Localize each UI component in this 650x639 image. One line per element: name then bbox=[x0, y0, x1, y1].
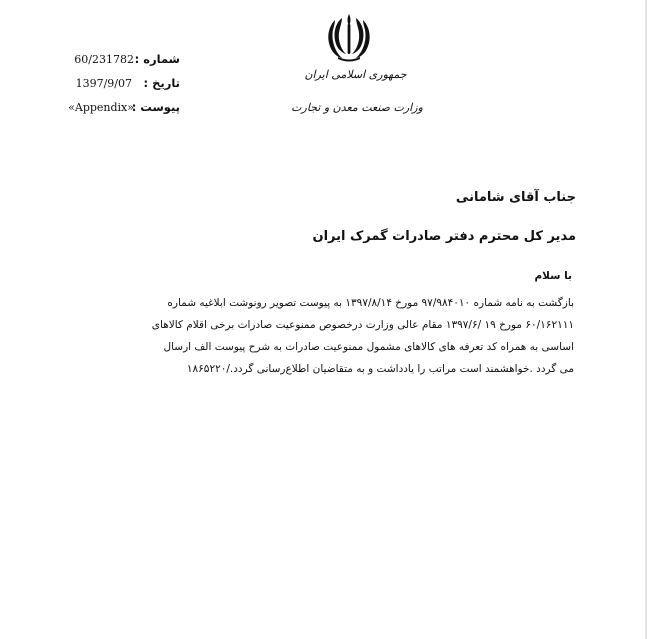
body-line: بازگشت به نامه شماره ۹۷/۹۸۴۰۱۰ مورخ ۱۳۹۷/۸/۱۴ به پیوست تصویر رونوشت ابلاغیه شماره bbox=[167, 297, 574, 309]
date-row bbox=[30, 76, 180, 100]
attachment-row bbox=[30, 100, 180, 124]
number-label: شماره : bbox=[134, 52, 180, 66]
addressee-name: جناب آقای شامانی bbox=[455, 190, 576, 205]
country-name: جمهوری اسلامی ایران bbox=[304, 68, 407, 81]
letter-meta bbox=[30, 52, 180, 124]
body-line: می گردد .خواهشمند است مراتب را یادداشت و به متقاضیان اطلاع‌رسانی گردد./۱۸۶۵۲۲۰ bbox=[186, 363, 574, 375]
page-edge bbox=[645, 0, 647, 639]
greeting: با سلام bbox=[534, 270, 572, 282]
date-value: 1397/9/07 bbox=[75, 77, 132, 90]
attachment-label: پیوست : bbox=[131, 100, 180, 114]
body-line: اساسی به همراه کد تعرفه های کالاهای مشمول ممنوعیت صادرات به شرح پیوست الف ارسال bbox=[163, 341, 574, 353]
letter-body bbox=[74, 292, 574, 380]
iran-emblem-icon bbox=[324, 10, 374, 62]
date-label: تاریخ : bbox=[143, 76, 180, 90]
ministry-name: وزارت صنعت معدن و تجارت bbox=[291, 101, 423, 114]
addressee-title: مدیر کل محترم دفتر صادرات گمرک ایران bbox=[312, 229, 576, 244]
attachment-value: «Appendix» bbox=[68, 101, 134, 114]
number-row bbox=[30, 52, 180, 76]
body-line: ۶۰/۱۶۲۱۱۱ مورخ ۱۹ /۱۳۹۷/۶ مقام عالی وزارت درخصوص ممنوعیت صادرات برخی اقلام کالاهای bbox=[151, 319, 574, 331]
number-value: 60/231782 bbox=[74, 53, 134, 66]
